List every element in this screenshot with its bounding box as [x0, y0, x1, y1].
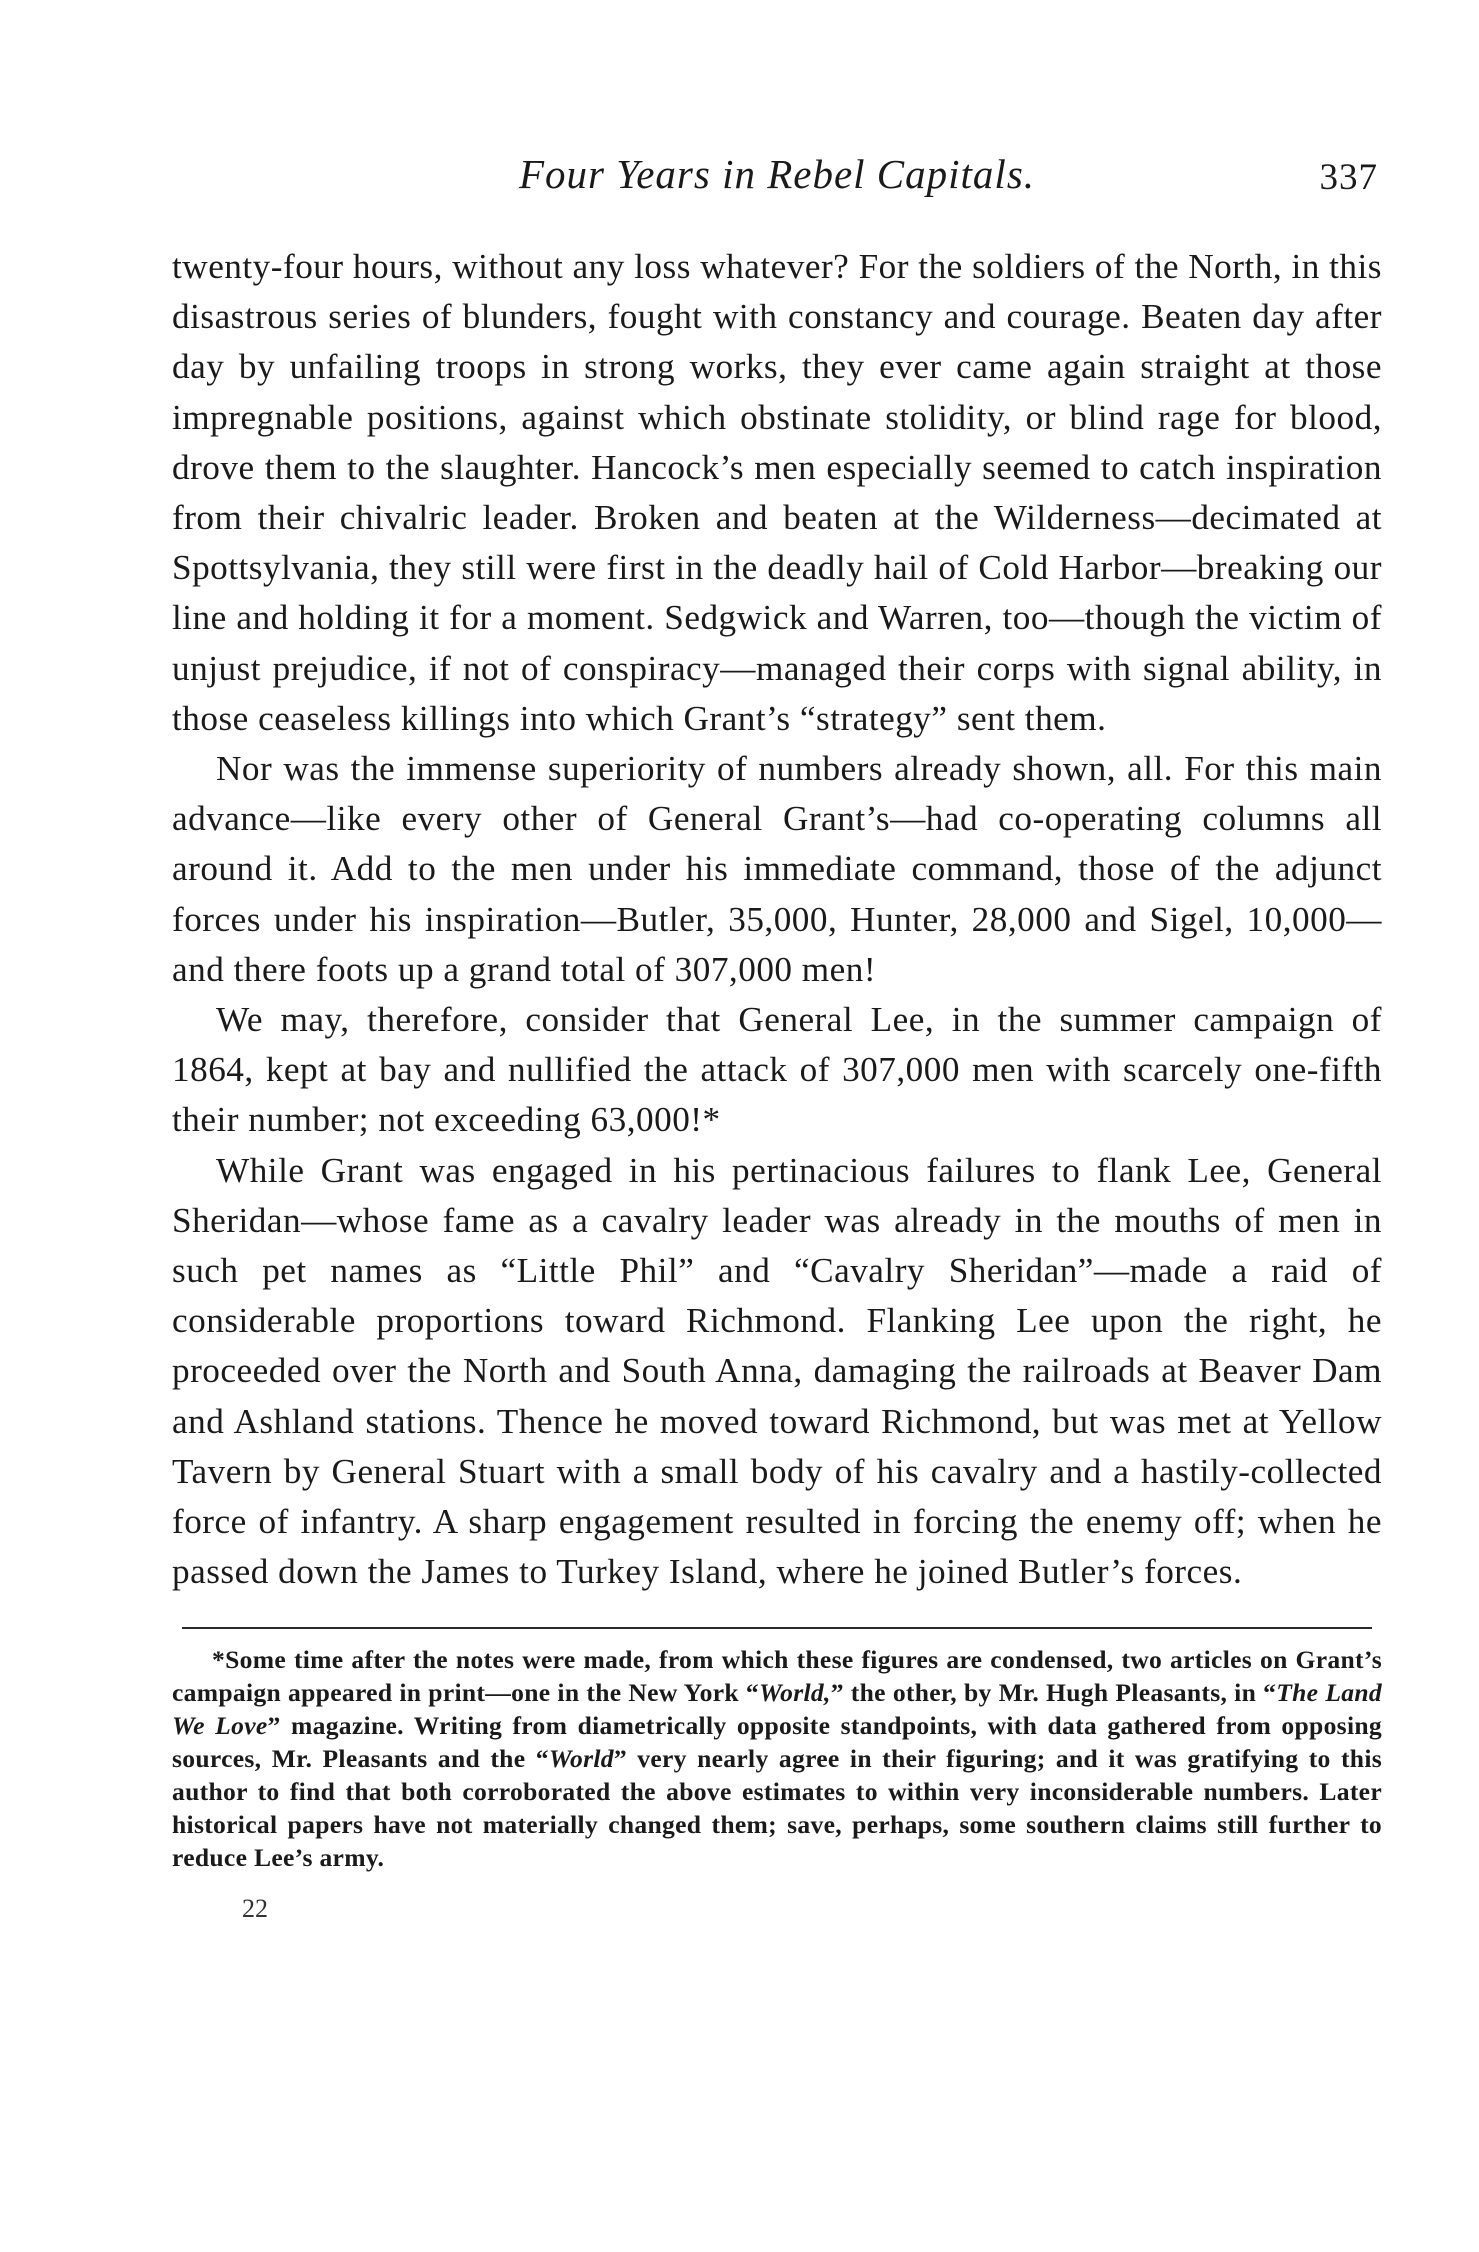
footnote-rule: [182, 1627, 1372, 1629]
footnote-text-2: ” the other, by Mr. Hugh Pleasants, in “: [830, 1678, 1277, 1708]
paragraph-1: twenty-four hours, without any loss whatever? For the soldiers of the North, in this disastrous series of blunders, fought with constancy and courage. Beaten day after day by unfailing troops in strong works, they ever came again straight at those impregnable positions, against which obstinate stolidity, or blind rage for blood, drove them to the slaughter. Hancock’s men especially seemed to catch inspiration from their chivalric leader. Broken and beaten at the Wilderness—decimated at Spottsylvania, they still were first in the deadly hail of Cold Harbor—breaking our line and holding it for a moment. Sedgwick and Warren, too—though the victim of unjust prejudice, if not of conspiracy—managed their corps with signal ability, in those ceaseless killings into which Grant’s “strategy” sent them.: [172, 247, 1382, 738]
footnote-land-we-love-title: The Land We Love: [172, 1678, 1382, 1741]
footnote: [172, 1643, 1382, 1874]
body-text: [172, 242, 1382, 1597]
running-title: Four Years in Rebel Capitals.: [518, 151, 1036, 197]
footnote-world-title-1: World,: [758, 1678, 831, 1708]
page-number: 337: [1319, 157, 1378, 198]
paragraph-3: We may, therefore, consider that General Lee, in the summer campaign of 1864, kept at bay and nullified the attack of 307,000 men with scarcely one-fifth their number; not exceeding 63,000!*: [172, 1000, 1382, 1140]
paragraph-2: Nor was the immense superiority of numbers already shown, all. For this main advance—like every other of General Grant’s—had co-operating columns all around it. Add to the men under his immediate command, those of the adjunct forces under his inspiration—Butler, 35,000, Hunter, 28,000 and Sigel, 10,000—and there foots up a grand total of 307,000 men!: [172, 749, 1382, 989]
running-head: [172, 150, 1382, 210]
footnote-text-1: *Some time after the notes were made, from which these figures are condensed, two articles on Grant’s campaign appeared in print—one in the New York “: [172, 1645, 1382, 1708]
paragraph-4: While Grant was engaged in his pertinacious failures to flank Lee, General Sheridan—whose fame as a cavalry leader was already in the mouths of men in such pet names as “Little Phil” and “Cavalry Sheridan”—made a raid of considerable proportions toward Richmond. Flanking Lee upon the right, he proceeded over the North and South Anna, damaging the railroads at Beaver Dam and Ashland stations. Thence he moved toward Richmond, but was met at Yellow Tavern by General Stuart with a small body of his cavalry and a hastily-collected force of infantry. A sharp engagement resulted in forcing the enemy off; when he passed down the James to Turkey Island, where he joined Butler’s forces.: [172, 1150, 1382, 1592]
footnote-text-4: ” very nearly agree in their figuring; and it was gratifying to this author to find that both corroborated the above estimates to within very inconsiderable numbers. Later historical papers have not materially changed them; save, perhaps, some southern claims still further to reduce Lee’s army.: [172, 1744, 1382, 1873]
signature-mark: 22: [242, 1894, 268, 1924]
footnote-world-title-2: World: [548, 1744, 614, 1774]
book-page: [172, 150, 1382, 1924]
footnote-text-3: ” magazine. Writing from diametrically opposite standpoints, with data gathered from opposing sources, Mr. Pleasants and the “: [172, 1711, 1382, 1774]
